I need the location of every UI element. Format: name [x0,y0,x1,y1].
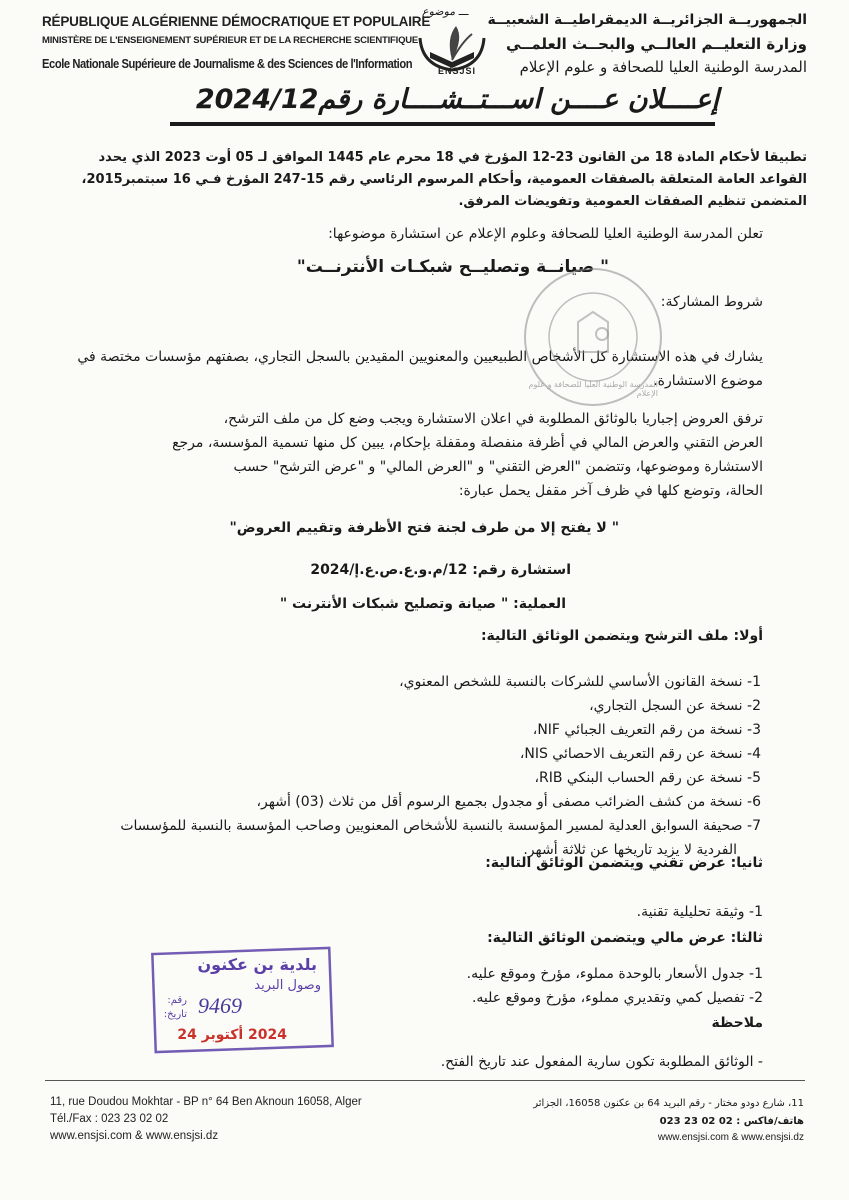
offers-paragraph [62,407,763,503]
operation-line: العملية: " صيانة وتصليح شبكات الأنترنت " [279,596,566,612]
legal-preamble: تطبيقا لأحكام المادة 18 من القانون 23-12 المؤرخ في 18 محرم عام 1445 الموافق لـ 05 أوت 2023 الذي يحدد القواعد العامة المتعلقة بالصفقات العمومية، وأحكام المرسوم الرئاسي رقم 15-247 المؤرخ فـي 16 سبتمبر2015، المتضمن تنظيم الصفقات العمومية وتفويضات المرفق. [81,150,807,209]
list-item: 5- نسخة عن رقم الحساب البنكي RIB، [534,770,761,786]
section1-list [40,670,761,862]
list-item: 7- صحيفة السوابق العدلية لمسير المؤسسة بالنسبة للأشخاص المعنويين وصاحب المؤسسة بالنسبة للمؤسسات [120,818,761,834]
section1-heading: أولا: ملف الترشح ويتضمن الوثائق التالية: [480,628,763,644]
note-item: - الوثائق المطلوبة تكون سارية المفعول عند تاريخ الفتح. [440,1054,763,1070]
subject-title: " صيانــة وتصليــح شبكـات الأنترنــت" [296,257,609,277]
logo-text: ENSJSI [438,66,477,76]
reception-stamp [150,945,335,1055]
footer-ar-phone: هاتف/فاكس : 02 02 23 023 [659,1116,804,1127]
section2-heading: ثانيا: عرض تقني ويتضمن الوثائق التالية: [485,855,763,871]
list-item: 3- نسخة من رقم التعريف الجبائي NIF، [532,722,761,738]
seal-text: المدرسة الوطنية العليا للصحافة و علوم الإعلام [528,380,658,398]
list-item: 1- نسخة القانون الأساسي للشركات بالنسبة للشخص المعنوي، [399,674,761,690]
stamp-num-label: رقم: [167,995,187,1006]
list-item: 2- تفصيل كمي وتقديري مملوء، مؤرخ وموقع عليه. [471,990,763,1006]
offers-line: العرض التقني والعرض المالي في أظرفة منفصلة ومقفلة بإحكام، يبين كل منها تسمية المؤسسة، مرجع [172,435,763,451]
list-item: 6- نسخة من كشف الضرائب مصفى أو مجدول بجميع الرسوم أقل من ثلاث (03) أشهر، [256,794,761,810]
envelope-phrase: " لا يفتح إلا من طرف لجنة فتح الأظرفة وتقييم العروض" [229,520,619,536]
logo-motto: ـــ موضوع [422,5,469,18]
section3-list [340,962,763,1010]
footer-fr-website: www.ensjsi.com & www.ensjsi.dz [50,1130,219,1142]
conditions-label: شروط المشاركة: [660,294,763,310]
offers-line: الاستشارة وموضوعها، وتتضمن "العرض التقني" و "العرض المالي" و "عرض الترشح" حسب [233,459,763,475]
footer-fr-address: 11, rue Doudou Mokhtar - BP n° 64 Ben Aknoun 16058, Alger [50,1096,362,1108]
announce-line: تعلن المدرسة الوطنية العليا للصحافة وعلوم الإعلام عن استشارة موضوعها: [328,226,763,242]
header-ar-republic: الجمهوريــة الجزائريــة الديمقراطيــة الشعبيــة [487,12,807,28]
offers-line: الحالة، وتوضع كلها في ظرف آخر مقفل يحمل عبارة: [458,483,763,499]
offers-line: ترفق العروض إجباريا بالوثائق المطلوبة في اعلان الاستشارة ويجب وضع كل من ملف الترشح، [223,411,763,427]
note-label: ملاحظة [711,1015,763,1031]
header-ar-ministry: وزارة التعليــم العالــي والبحــث العلمــي [505,35,807,53]
stamp-municipality: بلدية بن عكنون [197,955,317,974]
participation-text: يشارك في هذه الاستشارة كل الأشخاص الطبيعيين والمعنويين المقيدين بالسجل التجاري، بصفتهم مؤسسات مختصة في موضوع الاستشارة. [77,349,763,389]
footer-divider [45,1080,805,1081]
title-underline [170,122,715,126]
list-item: 1- جدول الأسعار بالوحدة مملوء، مؤرخ وموقع عليه. [466,966,763,982]
list-item: 2- نسخة عن السجل التجاري، [589,698,761,714]
list-item-continuation: الفردية لا يزيد تاريخها عن ثلاثة أشهر. [523,842,737,858]
stamp-mail-received: وصول البريد [254,978,321,993]
stamp-date: 2024 أكتوبر 24 [177,1027,287,1043]
header-fr-school: Ecole Nationale Supérieure de Journalisme & des Sciences de l'Information [42,56,413,71]
header-fr-ministry: MINISTÈRE DE L'ENSEIGNEMENT SUPÉRIEUR ET DE LA RECHERCHE SCIENTIFIQUE [42,35,419,46]
list-item: 1- وثيقة تحليلية تقنية. [636,904,763,920]
footer-ar-website: www.ensjsi.com & www.ensjsi.dz [657,1132,804,1143]
footer-fr-phone: Tél./Fax : 023 23 02 02 [50,1113,169,1125]
stamp-number: 9469 [198,993,242,1018]
section3-heading: ثالثا: عرض مالي ويتضمن الوثائق التالية: [487,930,763,946]
stamp-date-label: تاريخ: [163,1009,187,1020]
consultation-number: استشارة رقم: 12/م.و.ع.ص.ع.إ/2024 [310,562,571,578]
announcement-title: إعــــلان عــــن اســـتــشــــارة رقم2024/12 [195,84,719,115]
header-fr-republic: RÉPUBLIQUE ALGÉRIENNE DÉMOCRATIQUE ET POPULAIRE [42,14,431,29]
list-item: 4- نسخة عن رقم التعريف الاحصائي NIS، [519,746,761,762]
header-ar-school: المدرسة الوطنية العليا للصحافة و علوم الإعلام [519,58,807,76]
footer-ar-address: 11، شارع دودو مختار - رقم البريد 64 بن عكنون 16058، الجزائر [533,1098,804,1109]
